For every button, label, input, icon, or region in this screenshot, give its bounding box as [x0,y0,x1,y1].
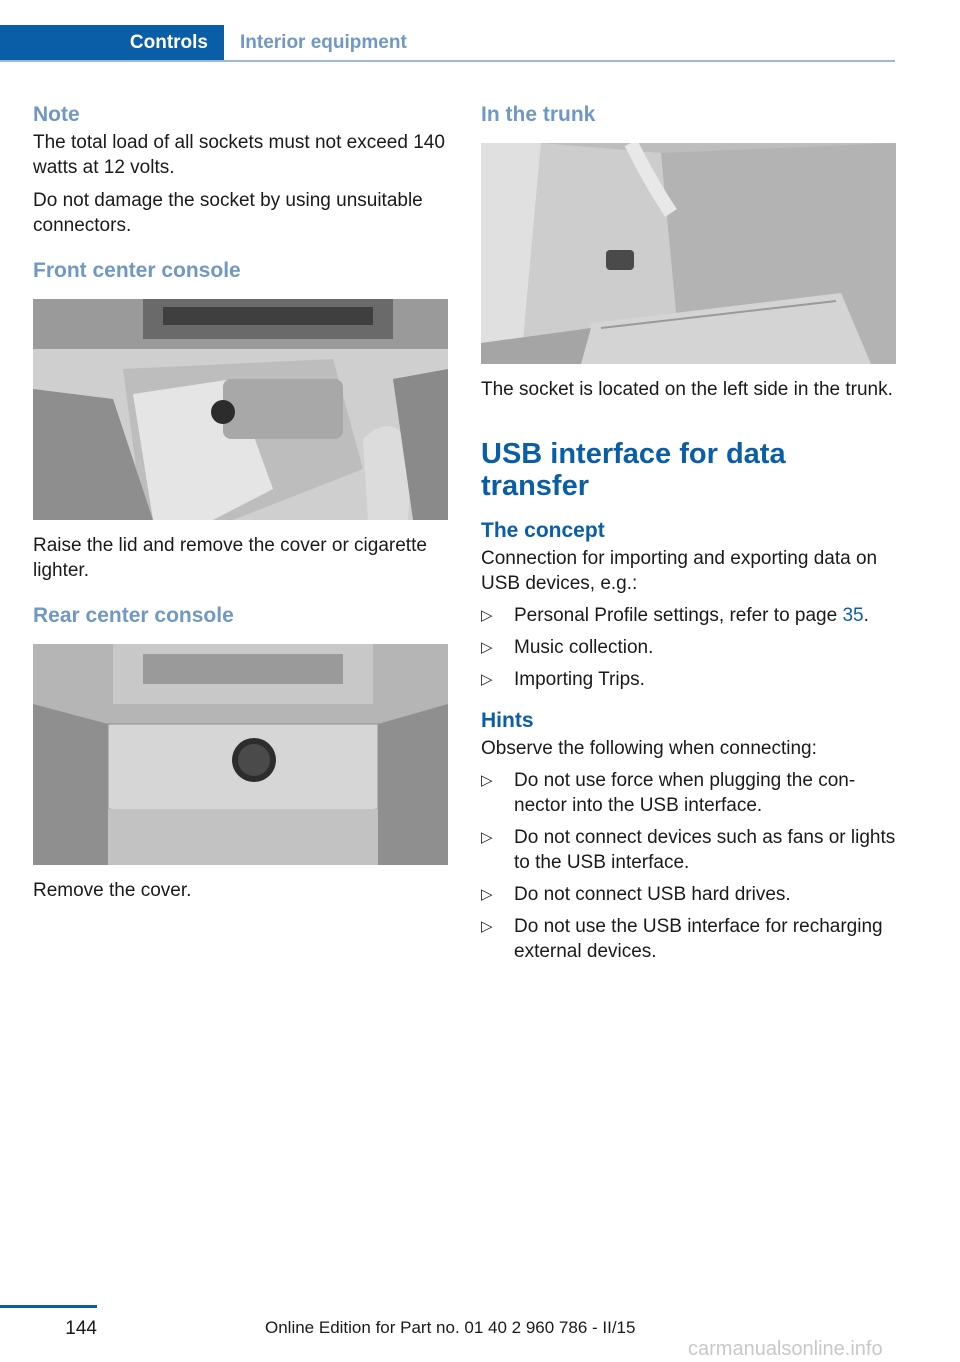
front-console-heading: Front center console [33,259,241,282]
list-item: ▷ Do not connect devices such as fans or lights to the USB interface. [481,827,896,873]
triangle-bullet-icon: ▷ [481,829,493,846]
list-item: ▷ Do not use force when plugging the connector into the USB interface. [481,770,856,816]
list-item: ▷ Importing Trips. [481,669,645,690]
edition-text: Online Edition for Part no. 01 40 2 960 786 - II/15 [265,1318,636,1337]
concept-text: Connection for importing and exporting data on USB devices, e.g.: [481,548,878,594]
trunk-caption: The socket is located on the left side in the trunk. [481,379,893,400]
right-column [481,100,896,971]
hints-text: Observe the following when connecting: [481,738,817,759]
page-number: 144 [65,1318,97,1339]
note-text-2: Do not damage the socket by using unsuitable connectors. [33,190,423,236]
hints-heading: Hints [481,709,534,732]
triangle-bullet-icon: ▷ [481,886,493,903]
list-item: ▷ Do not connect USB hard drives. [481,884,791,905]
chapter-tab: Interior equipment [240,31,407,53]
trunk-photo [481,143,896,364]
list-item: ▷ Personal Profile settings, refer to page 35. [481,605,869,626]
list-item: ▷ Do not use the USB interface for recharging external devices. [481,916,883,962]
footer-rule [0,1305,97,1308]
list-item: ▷ Music collection. [481,637,654,658]
left-column [33,100,448,903]
triangle-bullet-icon: ▷ [481,607,493,624]
page-header [0,25,895,62]
hints-list [481,768,896,964]
trunk-heading: In the trunk [481,103,596,126]
note-heading: Note [33,103,80,126]
concept-list [481,603,896,692]
rear-console-heading: Rear center console [33,604,234,627]
usb-heading: USB interface for data transfer [481,438,786,502]
header-rule [0,60,895,62]
rear-console-photo [33,644,448,865]
triangle-bullet-icon: ▷ [481,772,493,789]
triangle-bullet-icon: ▷ [481,671,493,688]
rear-console-caption: Remove the cover. [33,880,192,901]
triangle-bullet-icon: ▷ [481,918,493,935]
triangle-bullet-icon: ▷ [481,639,493,656]
front-console-caption: Raise the lid and remove the cover or cigarette lighter. [33,535,427,581]
note-text-1: The total load of all sockets must not exceed 140 watts at 12 volts. [33,132,445,178]
watermark: carmanualsonline.info [688,1338,883,1360]
page-link[interactable]: 35 [842,605,864,626]
concept-heading: The concept [481,519,605,542]
section-tab: Controls [0,25,224,60]
front-console-photo [33,299,448,520]
